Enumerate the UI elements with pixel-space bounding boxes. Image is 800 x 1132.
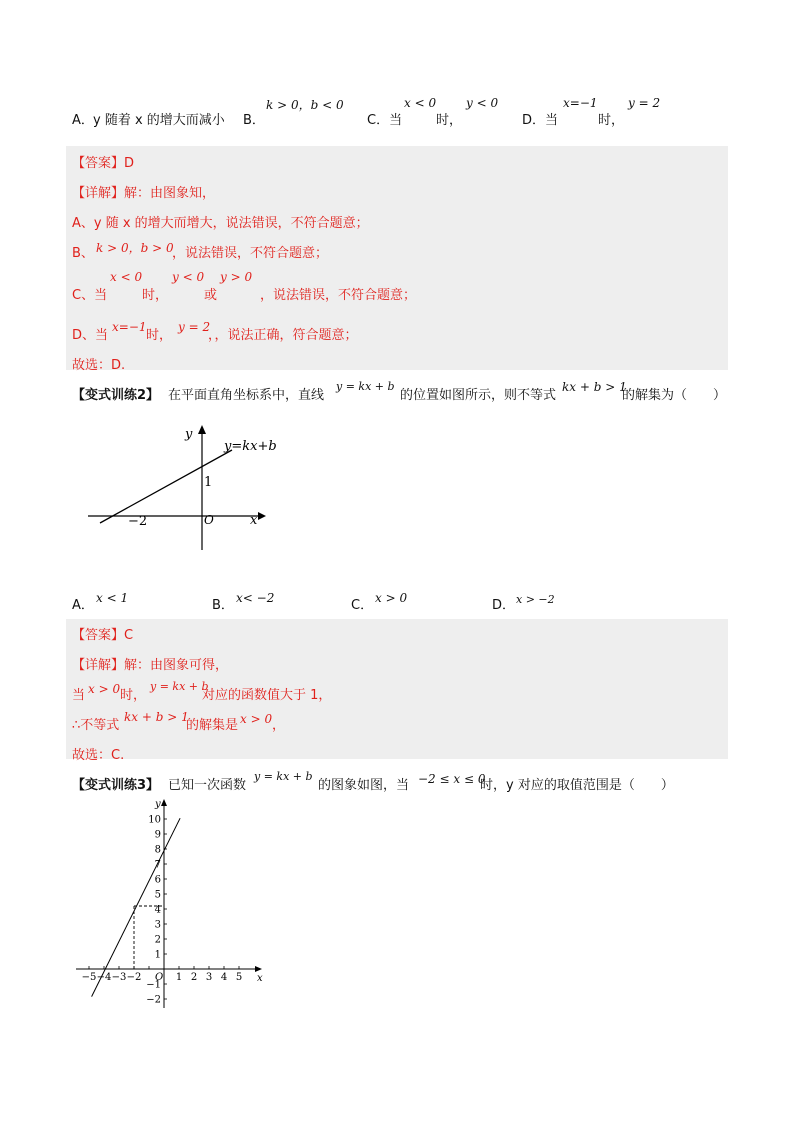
analysis-d-t1: 时， — [146, 328, 173, 343]
analysis-c-m1: x < 0 — [110, 270, 143, 284]
q3-x-tick-label: 3 — [205, 972, 213, 983]
a2-line1-m2: y = kx + b — [150, 680, 209, 693]
q2-option-a-label: A． — [72, 598, 94, 613]
answer-2: 【答案】C — [72, 628, 134, 643]
q3-y-tick-label: 9 — [154, 829, 161, 841]
q3-x-tick-label: −4 — [96, 972, 112, 983]
q3-x-tick-label: 1 — [175, 972, 183, 983]
analysis-d-pre: D、当 — [72, 328, 109, 343]
q3-graph — [70, 796, 280, 1014]
a2-line2-m2: x > 0 — [240, 712, 273, 726]
analysis-b-math: k > 0，b > 0 — [96, 241, 174, 255]
analysis-c-t1: 时， — [142, 288, 169, 303]
q3-y-tick-label: 1 — [154, 949, 161, 961]
analysis-c-or: 或 — [204, 288, 218, 303]
q2-x-axis-label: x — [250, 513, 258, 528]
option-c-label: C．当 — [367, 113, 403, 128]
option-d-mid: 时， — [598, 113, 625, 128]
analysis-b-post: ，说法错误，不符合题意； — [172, 246, 329, 261]
q3-stem-2: 的图象如图，当 — [318, 778, 410, 793]
detail-1: 【详解】解：由图象知， — [72, 186, 216, 201]
q3-x-tick-label: 4 — [220, 972, 228, 983]
q2-x-arrow — [258, 512, 266, 520]
q2-option-a-math: x < 1 — [96, 591, 129, 605]
option-a-label: A． — [72, 113, 94, 128]
q2-option-c-math: x > 0 — [375, 591, 408, 605]
q3-y-tick-label: 6 — [154, 874, 161, 886]
q3-y-axis-label: y — [155, 799, 161, 810]
analysis-b-pre: B、 — [72, 246, 94, 261]
option-d-label: D．当 — [522, 113, 559, 128]
a2-line2-post: ， — [272, 718, 286, 733]
q3-x-arrow — [255, 966, 262, 972]
option-d-math2: y = 2 — [628, 96, 661, 110]
q2-stem-3: 的解集为（ ） — [622, 388, 727, 403]
a2-line2-pre: ∴不等式 — [72, 718, 120, 733]
option-b-math: k > 0，b < 0 — [266, 98, 344, 112]
q2-y-axis-label: y — [185, 427, 193, 442]
q3-y-tick-label: 8 — [154, 844, 161, 856]
q2-option-d-math: x > −2 — [516, 593, 555, 606]
a2-line1-m1: x > 0 — [88, 682, 121, 696]
q3-y-tick-label: 10 — [148, 814, 161, 826]
q3-stem-3: 时，y 对应的取值范围是（ ） — [480, 778, 674, 793]
conclusion-1: 故选：D. — [72, 358, 126, 373]
analysis-c-post: ，说法错误，不符合题意； — [260, 288, 417, 303]
analysis-d-m2: y = 2 — [178, 320, 211, 334]
q3-x-tick-label: 5 — [235, 972, 243, 983]
q3-y-tick-label: 3 — [154, 919, 161, 931]
q2-option-b-label: B． — [212, 598, 234, 613]
analysis-c-pre: C、当 — [72, 288, 108, 303]
option-b-label: B． — [243, 113, 265, 128]
q3-math-1: y = kx + b — [254, 770, 313, 783]
q3-y-arrow — [161, 799, 167, 806]
option-d-math1: x=−1 — [563, 96, 598, 110]
q2-origin: O — [204, 513, 214, 527]
q3-y-tick-label: 2 — [154, 934, 161, 946]
a2-line1-post: 对应的函数值大于 1， — [202, 688, 332, 703]
q3-y-tick-label: 5 — [154, 889, 161, 901]
option-c-math2: y < 0 — [466, 96, 499, 110]
conclusion-2: 故选：C. — [72, 748, 125, 763]
q2-stem-2: 的位置如图所示，则不等式 — [400, 388, 557, 403]
q2-line-label: y=kx+b — [224, 439, 277, 454]
q3-x-axis-label: x — [257, 973, 263, 984]
q2-math-1: y = kx + b — [336, 380, 395, 393]
q2-tag: 【变式训练2】 — [72, 388, 160, 403]
q3-x-tick-label: −3 — [111, 972, 127, 983]
q2-option-c-label: C． — [351, 598, 374, 613]
answer-1: 【答案】D — [72, 156, 135, 171]
q2-y-arrow — [198, 425, 206, 434]
q2-intercept-y: 1 — [204, 475, 213, 490]
q2-stem-1: 在平面直角坐标系中，直线 — [168, 388, 325, 403]
analysis-c-m2: y < 0 — [172, 270, 205, 284]
q3-y-tick-label: −2 — [146, 994, 161, 1006]
a2-line2-t1: 的解集是 — [186, 718, 239, 733]
q3-y-tick-label: 4 — [154, 904, 161, 916]
q3-y-tick-label: 7 — [154, 859, 161, 871]
q3-y-tick-label: −1 — [146, 979, 161, 991]
q3-origin: O — [155, 972, 164, 983]
option-c-math1: x < 0 — [404, 96, 437, 110]
q3-math-2: −2 ≤ x ≤ 0 — [418, 772, 486, 786]
q3-stem-1: 已知一次函数 — [168, 778, 247, 793]
q2-option-d-label: D． — [492, 598, 516, 613]
analysis-a: A、y 随 x 的增大而增大，说法错误，不符合题意； — [72, 216, 369, 231]
a2-line2-m1: kx + b > 1 — [124, 710, 189, 724]
q3-x-tick-label: −5 — [81, 972, 97, 983]
analysis-c-m3: y > 0 — [220, 270, 253, 284]
analysis-d-m1: x=−1 — [112, 320, 147, 334]
option-a-text: y 随着 x 的增大而减小 — [93, 113, 225, 128]
q3-tag: 【变式训练3】 — [72, 778, 160, 793]
analysis-d-post: ，，说法正确，符合题意； — [208, 328, 358, 343]
a2-line1-pre: 当 — [72, 688, 86, 703]
q2-intercept-x: −2 — [128, 514, 148, 529]
q3-x-tick-label: 2 — [190, 972, 198, 983]
q3-x-tick-label: −2 — [126, 972, 142, 983]
q3-function-line — [92, 818, 181, 996]
option-c-mid: 时， — [436, 113, 463, 128]
detail-2: 【详解】解：由图象可得， — [72, 658, 229, 673]
q2-math-2: kx + b > 1 — [562, 380, 627, 394]
q2-option-b-math: x< −2 — [236, 591, 275, 605]
q2-graph — [80, 420, 280, 560]
a2-line1-t1: 时， — [120, 688, 147, 703]
